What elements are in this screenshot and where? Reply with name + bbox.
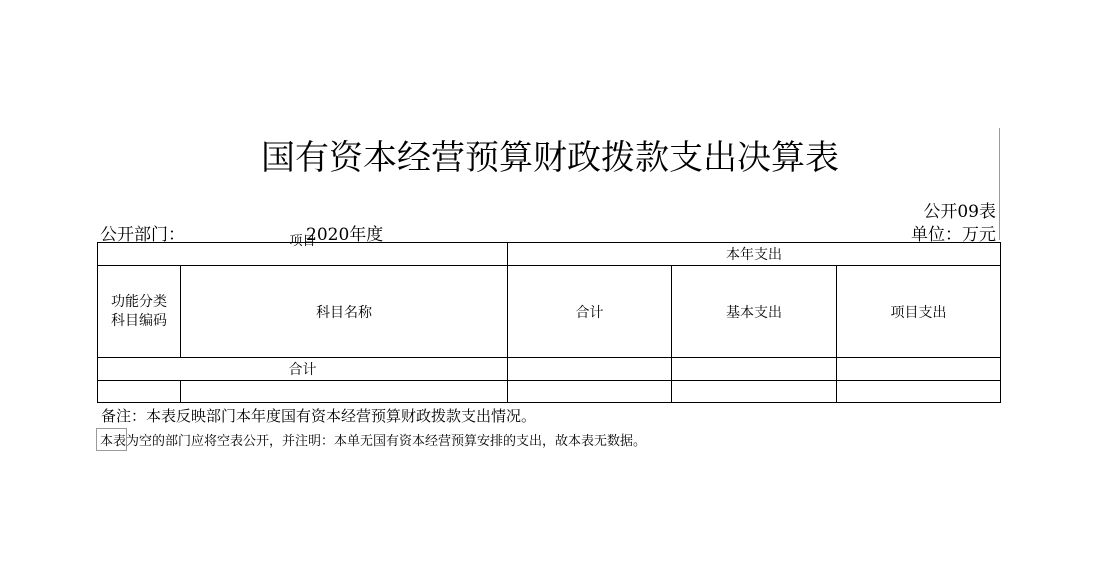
total-row-project [837,358,1001,381]
row-name-cell [181,381,508,403]
note-line-1: 备注：本表反映部门本年度国有资本经营预算财政拨款支出情况。 [101,407,537,425]
table-row [98,381,1001,403]
header-current-year: 本年支出 [508,243,1001,266]
row-total-cell [508,381,672,403]
table-row-total [98,358,1001,381]
column-header-project: 项目支出 [837,266,1001,358]
total-row-sum [508,358,672,381]
sheet-edge-line [999,128,1000,240]
form-number: 公开09表 [923,202,996,222]
row-project-cell [837,381,1001,403]
total-row-basic [672,358,837,381]
fiscal-year: 2020年度 [306,225,384,245]
column-header-basic: 基本支出 [672,266,837,358]
row-basic-cell [672,381,837,403]
note-line-2: 本表为空的部门应将空表公开，并注明：本单无国有资本经营预算安排的支出，故本表无数据。 [100,434,647,449]
department-label: 公开部门： [100,225,185,245]
page-title: 国有资本经营预算财政拨款支出决算表 [261,138,839,178]
column-header-name: 科目名称 [181,266,508,358]
unit-label: 单位：万元 [911,225,996,245]
row-code-cell [98,381,181,403]
header-item-label: 项目 [289,234,316,249]
column-header-total: 合计 [508,266,672,358]
column-header-code: 功能分类科目编码 [98,266,181,358]
total-row-label: 合计 [98,358,508,381]
